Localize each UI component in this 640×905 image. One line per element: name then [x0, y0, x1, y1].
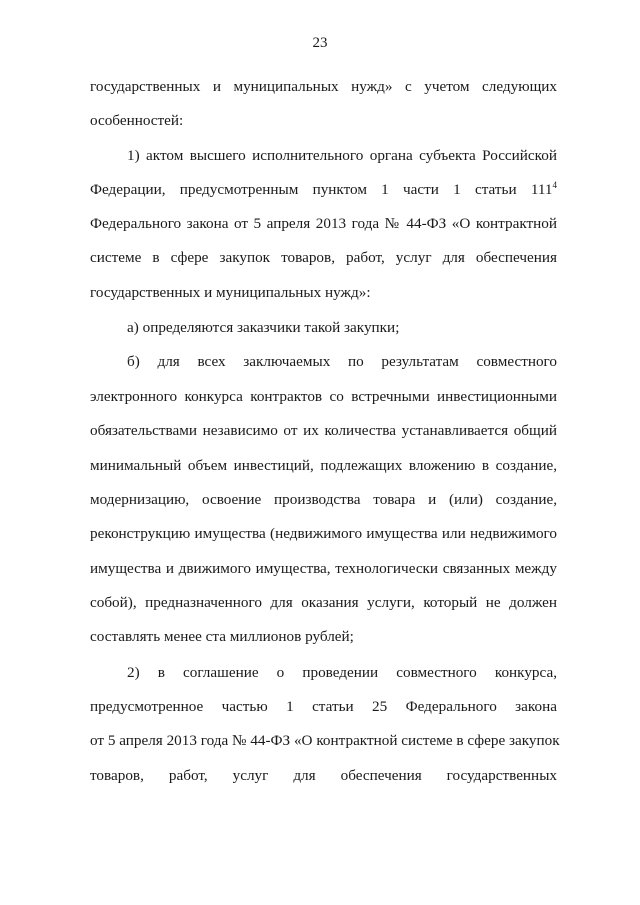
text-line-18: 2) в соглашение о проведении совместного конкурса,	[127, 664, 557, 681]
text-line-21: товаров, работ, услуг для обеспечения государственных	[90, 767, 557, 784]
text-line-15: имущества и движимого имущества, технологически связанных между	[90, 560, 557, 577]
superscript: 4	[552, 180, 557, 190]
text-line-2: особенностей:	[90, 112, 184, 129]
text-line-11: обязательствами независимо от их количества устанавливается общий	[90, 422, 557, 439]
text-line-19: предусмотренное частью 1 статьи 25 Федерального закона	[90, 698, 557, 715]
text-line-13: модернизацию, освоение производства товара и (или) создание,	[90, 491, 557, 508]
text-line-1: государственных и муниципальных нужд» с учетом следующих	[90, 78, 557, 95]
text-line-14: реконструкцию имущества (недвижимого имущества или недвижимого	[90, 525, 557, 542]
text-line-3: 1) актом высшего исполнительного органа субъекта Российской	[127, 147, 557, 164]
text-line-5: Федерального закона от 5 апреля 2013 года № 44-ФЗ «О контрактной	[90, 215, 557, 232]
text-line-4	[90, 180, 557, 200]
text-line-9: б) для всех заключаемых по результатам совместного	[127, 353, 557, 370]
text-line-17: составлять менее ста миллионов рублей;	[90, 628, 354, 645]
page-number: 23	[312, 35, 328, 51]
text-line-6: системе в сфере закупок товаров, работ, услуг для обеспечения	[90, 249, 557, 266]
text-line-4-main: Федерации, предусмотренным пунктом 1 части 1 статьи 111	[90, 181, 553, 198]
text-line-16: собой), предназначенного для оказания услуги, который не должен	[90, 594, 557, 611]
text-line-20: от 5 апреля 2013 года № 44-ФЗ «О контрактной системе в сфере закупок	[90, 732, 560, 749]
text-line-8: а) определяются заказчики такой закупки;	[127, 319, 400, 336]
text-line-7: государственных и муниципальных нужд»:	[90, 284, 371, 301]
text-line-10: электронного конкурса контрактов со встречными инвестиционными	[90, 388, 557, 405]
text-line-12: минимальный объем инвестиций, подлежащих вложению в создание,	[90, 457, 557, 474]
